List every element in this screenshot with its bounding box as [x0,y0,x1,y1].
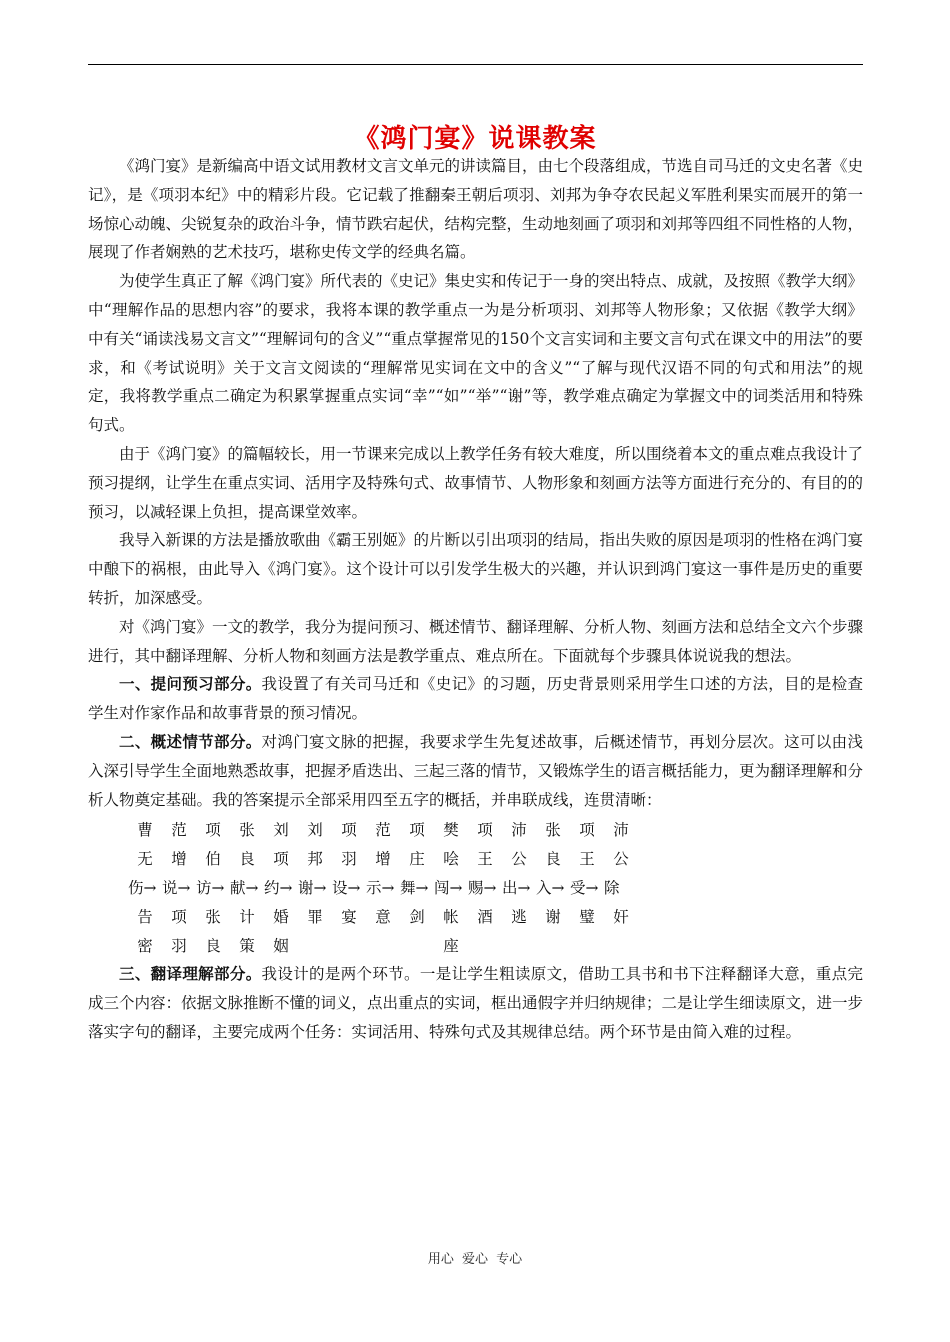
flow-cell [400,932,434,961]
flow-cell [502,932,536,961]
flow-cell: 项 [579,821,595,840]
flow-row [128,903,863,932]
flow-row [128,874,863,903]
flow-cell: 项 [171,907,187,926]
flow-cell: 刘 [273,821,289,840]
section-translation [88,960,863,1046]
flow-cell: 约→ [264,878,293,897]
flow-row [128,845,863,874]
section-heading: 三、翻译理解部分。 [119,965,262,984]
flow-cell: 刘 [307,821,323,840]
flow-cell: 奸 [613,907,629,926]
flow-cell: 密 [137,936,153,955]
flow-cell: 项 [205,821,221,840]
header-rule [88,64,863,65]
flow-cell [298,932,332,961]
flow-cell: 范 [171,821,187,840]
flow-cell: 项 [409,821,425,840]
flow-cell [536,932,570,961]
paragraph-objectives: 为使学生真正了解《鸿门宴》所代表的《史记》集史实和传记于一身的突出特点、成就，及按照《教学大纲》中“理解作品的思想内容”的要求，我将本课的教学重点一为是分析项羽、刘邦等人物形象；又依据《教学大纲》中有关“诵读浅易文言文”“理解词句的含义”“重点掌握常见的150个文言实词和主要文言句式在课文中的用法”的要求，和《考试说明》关于文言文阅读的“理解常见实词在文中的含义”“了解与现代汉语不同的句式和用法”的规定，我将教学重点二确定为积累掌握重点实词“幸”“如”“举”“谢”等，教学难点确定为掌握文中的词类活用和特殊句式。 [88,272,864,435]
flow-cell: 罪 [307,907,323,926]
flow-cell: 意 [375,907,391,926]
flow-cell: 策 [239,936,255,955]
flow-cell: 无 [137,850,153,869]
page-footer: 用心 爱心 专心 [427,1252,523,1267]
flow-cell: 增 [171,850,187,869]
flow-cell: 张 [239,821,255,840]
flow-cell: 沛 [511,821,527,840]
flow-cell: 舞→ [400,878,429,897]
flow-cell: 邦 [307,850,323,869]
flow-cell: 羽 [341,850,357,869]
flow-cell: 访→ [196,878,225,897]
document-body [88,152,863,1047]
flow-cell: 伤→ [128,878,157,897]
flow-cell: 赐→ [468,878,497,897]
section-text: 对鸿门宴文脉的把握，我要求学生先复述故事，后概述情节，再划分层次。这可以由浅入深引导学生全面地熟悉故事，把握矛盾迭出、三起三落的情节，又锻炼学生的语言概括能力，更为翻译理解和分析人物奠定基础。我的答案提示全部采用四至五字的概括，并串联成线，连贯清晰： [88,732,864,809]
flow-cell: 婚 [273,907,289,926]
section-heading: 二、概述情节部分。 [119,732,262,751]
flow-cell: 张 [205,907,221,926]
flow-cell: 酒 [477,907,493,926]
flow-cell: 除 [604,878,620,897]
flow-cell: 宴 [341,907,357,926]
flow-cell: 项 [273,850,289,869]
flow-cell: 公 [613,850,629,869]
flow-cell: 设→ [332,878,361,897]
flow-cell: 樊 [443,821,459,840]
flow-cell: 告 [137,907,153,926]
flow-cell: 王 [579,850,595,869]
flow-cell [332,932,366,961]
paragraph-intro: 《鸿门宴》是新编高中语文试用教材文言文单元的讲读篇目，由七个段落组成，节选自司马迁的文史名著《史记》，是《项羽本纪》中的精彩片段。它记载了推翻秦王朝后项羽、刘邦为争夺农民起义军胜利果实而展开的第一场惊心动魄、尖锐复杂的政治斗争，情节跌宕起伏，结构完整，生动地刻画了项羽和刘邦等四组不同性格的人物，展现了作者娴熟的艺术技巧，堪称史传文学的经典名篇。 [88,157,864,262]
flow-cell: 受→ [570,878,599,897]
flow-cell [570,932,604,961]
flow-cell: 良 [545,850,561,869]
section-text: 我设置了有关司马迁和《史记》的习题，历史背景则采用学生口述的方法，目的是检查学生对作家作品和故事背景的预习情况。 [88,675,863,723]
flow-row [128,932,863,961]
flow-cell: 入→ [536,878,565,897]
flow-cell: 项 [477,821,493,840]
flow-cell: 项 [341,821,357,840]
plot-flow-chart [128,816,863,960]
flow-cell: 出→ [502,878,531,897]
flow-cell: 公 [511,850,527,869]
flow-cell: 范 [375,821,391,840]
flow-cell: 示→ [366,878,395,897]
document-title: 《鸿门宴》说课教案 [353,124,597,154]
flow-cell: 剑 [409,907,425,926]
flow-cell: 说→ [162,878,191,897]
flow-cell: 谢→ [298,878,327,897]
flow-cell: 良 [239,850,255,869]
flow-cell [468,932,502,961]
flow-cell: 王 [477,850,493,869]
flow-cell: 张 [545,821,561,840]
flow-cell: 逃 [511,907,527,926]
section-heading: 一、提问预习部分。 [119,675,262,694]
flow-cell: 计 [239,907,255,926]
flow-cell: 哙 [443,850,459,869]
flow-cell: 璧 [579,907,595,926]
flow-cell: 曹 [137,821,153,840]
flow-cell: 姻 [273,936,289,955]
flow-cell: 伯 [205,850,221,869]
flow-cell: 献→ [230,878,259,897]
section-preview-questions [88,670,863,728]
section-text: 我设计的是两个环节。一是让学生粗读原文，借助工具书和书下注释翻译大意，重点完成三个内容：依据文脉推断不懂的词义，点出重点的实词，框出通假字并归纳规律；二是让学生细读原文，进一步落实字句的翻译，主要完成两个任务：实词活用、特殊句式及其规律总结。两个环节是由简入难的过程。 [88,965,864,1041]
flow-cell: 沛 [613,821,629,840]
flow-cell: 羽 [171,936,187,955]
paragraph-preview: 由于《鸿门宴》的篇幅较长，用一节课来完成以上教学任务有较大难度，所以围绕着本文的重点难点我设计了预习提纲，让学生在重点实词、活用字及特殊句式、故事情节、人物形象和刻画方法等方面进行充分的、有目的的预习，以减轻课上负担，提高课堂效率。 [88,444,864,521]
paragraph-steps: 对《鸿门宴》一文的教学，我分为提问预习、概述情节、翻译理解、分析人物、刻画方法和总结全文六个步骤进行，其中翻译理解、分析人物和刻画方法是教学重点、难点所在。下面就每个步骤具体说说我的想法。 [88,617,864,665]
flow-cell [366,932,400,961]
flow-cell: 帐 [443,907,459,926]
paragraph-introduction-method: 我导入新课的方法是播放歌曲《霸王别姬》的片断以引出项羽的结局，指出失败的原因是项羽的性格在鸿门宴中酿下的祸根，由此导入《鸿门宴》。这个设计可以引发学生极大的兴趣，并认识到鸿门宴这一事件是历史的重要转折，加深感受。 [88,531,864,607]
flow-cell: 座 [443,936,459,955]
flow-row [128,816,863,845]
flow-cell [604,932,638,961]
flow-cell: 庄 [409,850,425,869]
flow-cell: 谢 [545,907,561,926]
flow-cell: 良 [205,936,221,955]
flow-cell: 增 [375,850,391,869]
flow-cell: 闯→ [434,878,463,897]
section-plot-summary [88,728,863,814]
